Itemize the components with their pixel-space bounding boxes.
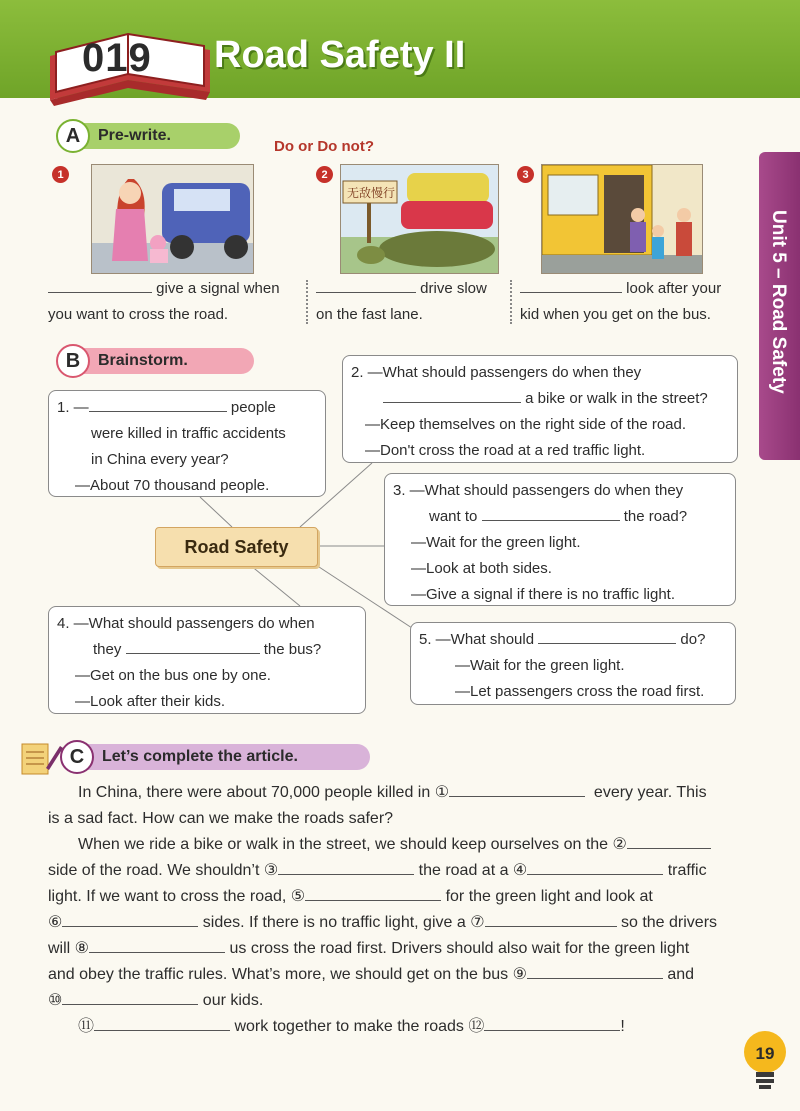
page-title: Road Safety II [214,34,466,76]
item-2-line-2: on the fast lane. [316,306,423,323]
blank-6[interactable] [62,926,198,927]
item-1-line-2: you want to cross the road. [48,306,229,323]
item-2-text: drive slow [420,280,487,297]
box-4-blank[interactable] [126,653,260,654]
blank-2[interactable] [627,848,711,849]
page-number-bulb [742,1030,788,1092]
blank-5[interactable] [305,900,441,901]
blank-12[interactable] [484,1030,620,1031]
section-c-header [66,744,370,770]
do-or-do-not-title: Do or Do not? [274,138,374,155]
section-c-label: Let’s complete the article. [102,748,298,765]
brainstorm-box-1: 1. — people were killed in traffic accidents in China every year? —About 70 thousand people. [48,390,326,497]
box-5-blank[interactable] [538,643,676,644]
section-a-letter: A [56,119,90,153]
sign-text: 无敌慢行 [347,186,396,200]
brainstorm-box-4: 4. —What should passengers do when they the bus? —Get on the bus one by one. —Look after their kids. [48,606,366,714]
item-number-2: 2 [316,166,333,183]
box-2-blank[interactable] [383,402,521,403]
blank-10[interactable] [62,1004,198,1005]
blank-4[interactable] [527,874,663,875]
item-3-line-2: kid when you get on the bus. [520,306,711,323]
item-number-1: 1 [52,166,69,183]
unit-side-label: Unit 5 – Road Safety [768,210,789,394]
blank-9[interactable] [527,978,663,979]
blank-7[interactable] [485,926,617,927]
brainstorm-box-5: 5. —What should do? —Wait for the green light. —Let passengers cross the road first. [410,622,736,705]
blank-8[interactable] [89,952,225,953]
section-b-letter: B [56,344,90,378]
section-b-label: Brainstorm. [98,352,188,369]
page-number: 19 [755,1044,775,1063]
item-3-text: look after your [626,280,722,297]
section-a-label: Pre-write. [98,127,171,144]
article-text: In China, there were about 70,000 people killed in ① every year. This is a sad fact. How can we make the roads safer? When we ride a bike or walk in the street, we should keep ourselves on the ② side of the road. We shouldn’t ③ the road at a ④ traffic light. If we want to cross the road, ⑤ for the green light and look at ⑥ sides. If there is no traffic light, give a ⑦ so the drivers will ⑧ us cross the road first. Drivers should also wait for the green light and obey the traffic rules. What’s more, we should get on the bus ⑨ and ⑩ our kids. ⑪ work together to make the roads ⑫ ! [48,784,718,1035]
blank-1[interactable] [449,796,585,797]
writing-icon [20,740,64,776]
item-number-3: 3 [517,166,534,183]
lesson-number: 019 [82,36,152,80]
box-3-blank[interactable] [482,520,620,521]
blank-3[interactable] [278,874,414,875]
brainstorm-box-3: 3. —What should passengers do when they want to the road? —Wait for the green light. —Look at both sides. —Give a signal if there is no traffic light. [384,473,736,606]
blank-11[interactable] [94,1030,230,1031]
box-1-blank[interactable] [89,411,227,412]
brainstorm-box-2: 2. —What should passengers do when they a bike or walk in the street? —Keep themselves on the right side of the road. —Don't cross the road at a red traffic light. [342,355,738,463]
road-safety-node: Road Safety [155,527,318,567]
item-1-text: give a signal when [156,280,280,297]
section-c-letter: C [60,740,94,774]
